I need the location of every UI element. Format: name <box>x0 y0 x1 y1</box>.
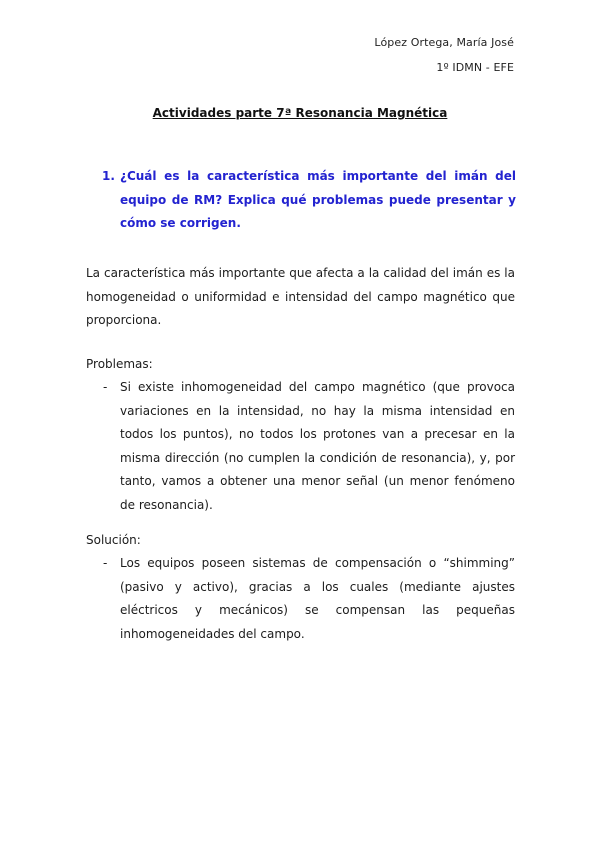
question-text: ¿Cuál es la característica más importante del imán del equipo de RM? Explica qué problemas puede presentar y cómo se corrigen. <box>120 169 516 230</box>
solution-bullet-text: Los equipos poseen sistemas de compensación o “shimming” (pasivo y activo), gracias a los cuales (mediante ajustes eléctricos y mecánicos) se compensan las pequeñas inhomogeneidades del campo. <box>120 556 515 641</box>
bullet-marker: - <box>103 556 108 570</box>
answer-intro-paragraph: La característica más importante que afecta a la calidad del imán es la homogeneidad o uniformidad e intensidad del campo magnético que proporciona. <box>86 266 515 327</box>
question-number: 1. <box>102 169 115 183</box>
problems-heading: Problemas: <box>86 357 153 371</box>
author-name: López Ortega, María José <box>374 36 514 49</box>
solution-list-item <box>86 552 515 646</box>
problems-bullet-text: Si existe inhomogeneidad del campo magnético (que provoca variaciones en la intensidad, no hay la misma intensidad en todos los puntos), no todos los protones van a precesar en la misma dirección (no cumplen la condición de resonancia), y, por tanto, vamos a obtener una menor señal (un menor fenómeno de resonancia). <box>120 380 515 512</box>
bullet-marker: - <box>103 380 108 394</box>
solution-heading: Solución: <box>86 533 141 547</box>
course-label: 1º IDMN - EFE <box>436 61 514 74</box>
question-item <box>102 165 516 236</box>
problems-list-item <box>86 376 515 517</box>
document-title: Actividades parte 7ª Resonancia Magnética <box>152 106 448 120</box>
